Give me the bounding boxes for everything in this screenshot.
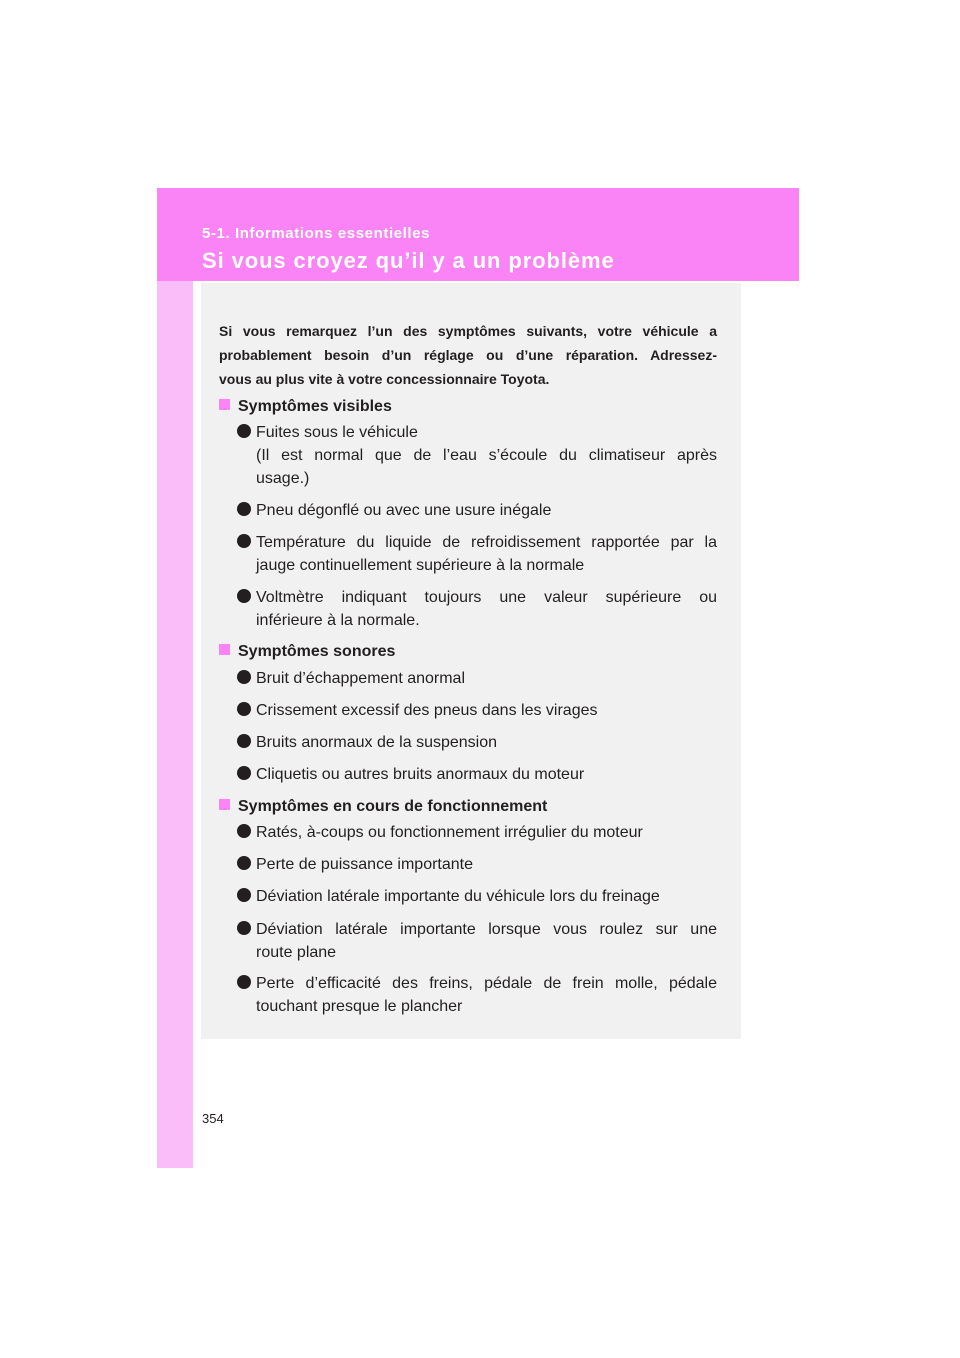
item-line: Cliquetis ou autres bruits anormaux du moteur [256,766,585,783]
item-line: (Il est normal que de l’eau s’écoule du climatiseur après [256,447,717,464]
item-line: Crissement excessif des pneus dans les virages [256,702,598,719]
intro-line: probablement besoin d’un réglage ou d’une réparation. Adressez- [219,347,717,363]
bullet-icon [237,424,251,438]
bullet-icon [237,670,251,684]
item-line: inférieure à la normale. [256,612,420,629]
side-strip [157,188,193,1168]
intro-line: vous au plus vite à votre concessionnaire Toyota. [219,371,550,387]
list-item [237,586,717,632]
item-line: Perte d’efficacité des freins, pédale de frein molle, pédale [256,975,717,992]
page-number: 354 [202,1111,224,1126]
list-item [237,731,717,754]
list-item [237,918,717,964]
bullet-icon [237,856,251,870]
bullet-icon [237,921,251,935]
list-item [237,821,717,844]
list-item [237,667,717,690]
section-title: Symptômes en cours de fonctionnement [238,798,548,815]
bullet-icon [237,534,251,548]
list-item [237,972,717,1018]
intro-paragraph [219,319,717,391]
bullet-icon [237,502,251,516]
bullet-icon [237,702,251,716]
section-heading-visibles [219,397,392,417]
bullet-icon [237,766,251,780]
item-line: Ratés, à-coups ou fonctionnement irrégulier du moteur [256,824,643,841]
bullet-icon [237,589,251,603]
bullet-icon [237,888,251,902]
list-item [237,421,717,490]
item-line: Fuites sous le véhicule [256,424,418,441]
list-item [237,885,717,908]
section-title: Symptômes visibles [238,398,392,415]
item-line: Température du liquide de refroidissement rapportée par la [256,534,717,551]
item-line: usage.) [256,470,310,487]
item-line: Perte de puissance importante [256,856,474,873]
square-bullet-icon [219,399,230,410]
item-line: Bruit d’échappement anormal [256,670,466,687]
item-line: Bruits anormaux de la suspension [256,734,498,751]
section-heading-fonctionnement [219,797,547,817]
square-bullet-icon [219,799,230,810]
item-line: route plane [256,944,337,961]
list-item [237,699,717,722]
item-line: Voltmètre indiquant toujours une valeur supérieure ou [256,589,717,606]
list-item [237,853,717,876]
section-label: 5-1. Informations essentielles [202,225,431,242]
intro-line: Si vous remarquez l’un des symptômes suivants, votre véhicule a [219,323,717,339]
square-bullet-icon [219,644,230,655]
bullet-icon [237,975,251,989]
item-line: touchant presque le plancher [256,998,463,1015]
bullet-icon [237,824,251,838]
section-title: Symptômes sonores [238,643,396,660]
list-item [237,763,717,786]
list-item [237,531,717,577]
page-title: Si vous croyez qu’il y a un problème [202,248,615,273]
item-line: jauge continuellement supérieure à la normale [256,557,585,574]
item-line: Pneu dégonflé ou avec une usure inégale [256,502,552,519]
bullet-icon [237,734,251,748]
item-line: Déviation latérale importante du véhicule lors du freinage [256,888,660,905]
section-heading-sonores [219,642,395,662]
list-item [237,499,717,522]
item-line: Déviation latérale importante lorsque vous roulez sur une [256,921,717,938]
